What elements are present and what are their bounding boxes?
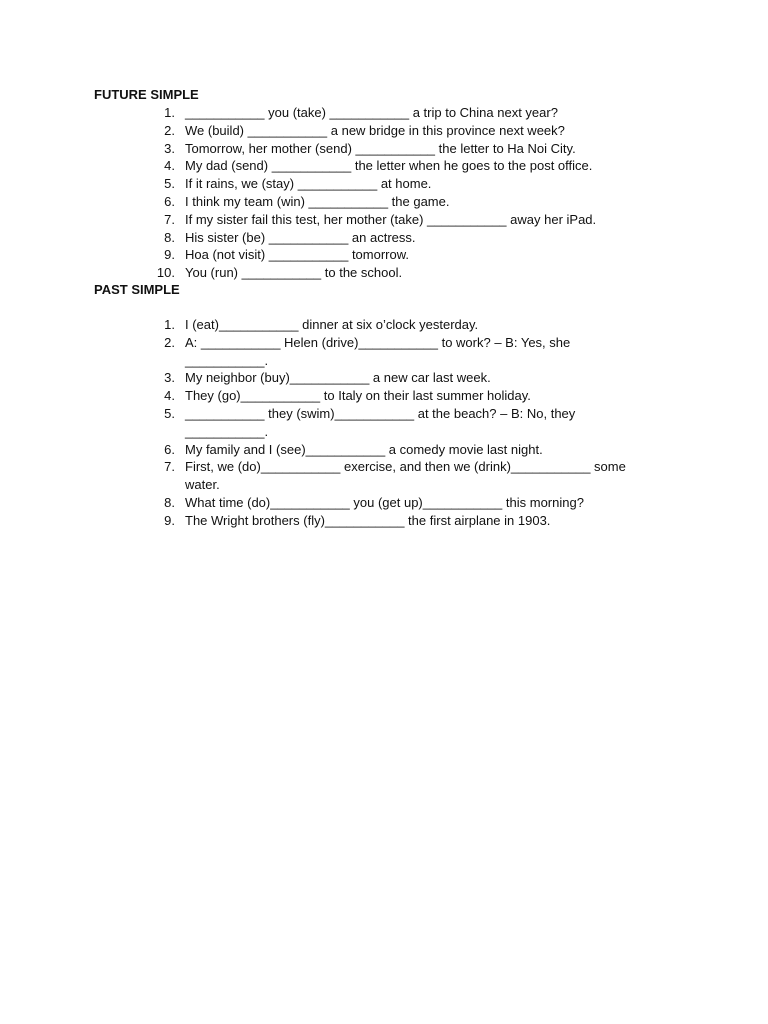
list-item	[0, 441, 768, 459]
past-simple-list	[0, 316, 768, 530]
item-text: ___________ you (take) ___________ a trip to China next year?	[185, 105, 558, 120]
item-text: His sister (be) ___________ an actress.	[185, 229, 416, 245]
item-number: 6.	[164, 441, 175, 457]
list-item	[0, 494, 768, 512]
item-number: 2.	[164, 122, 175, 138]
list-item	[0, 316, 768, 334]
list-item	[0, 387, 768, 405]
item-number: 3.	[164, 140, 175, 156]
list-item	[0, 458, 768, 494]
list-item	[0, 140, 768, 158]
item-text: They (go)___________ to Italy on their last summer holiday.	[185, 388, 531, 404]
item-text: What time (do)___________ you (get up)___________ this morning?	[185, 494, 584, 510]
item-text: If it rains, we (stay) ___________ at home.	[185, 176, 432, 192]
item-number: 9.	[164, 247, 175, 263]
item-text-line-2: water.	[185, 477, 220, 493]
list-item	[0, 246, 768, 264]
list-item	[0, 157, 768, 175]
list-item	[0, 405, 768, 441]
item-text-line-2: ___________.	[185, 352, 269, 368]
item-text: I (eat)___________ dinner at six o’clock yesterday.	[185, 317, 479, 332]
list-item	[0, 211, 768, 229]
item-text: The Wright brothers (fly)___________ the first airplane in 1903.	[185, 512, 551, 528]
item-text: We (build) ___________ a new bridge in this province next week?	[185, 122, 565, 138]
item-number: 3.	[164, 370, 175, 386]
item-number: 5.	[164, 405, 175, 421]
list-item	[0, 264, 768, 282]
item-text-line-1: A: ___________ Helen (drive)___________ to work? – B: Yes, she	[185, 334, 571, 350]
item-number: 4.	[164, 388, 175, 404]
item-number: 8.	[164, 494, 175, 510]
section-title-past-simple: PAST SIMPLE	[94, 282, 180, 297]
item-number: 1.	[164, 105, 175, 120]
item-number: 2.	[164, 334, 175, 350]
item-text: If my sister fail this test, her mother (take) ___________ away her iPad.	[185, 211, 597, 227]
item-text: My dad (send) ___________ the letter when he goes to the post office.	[185, 158, 593, 174]
item-number: 7.	[164, 211, 175, 227]
item-number: 9.	[164, 512, 175, 528]
item-text: Hoa (not visit) ___________ tomorrow.	[185, 247, 410, 263]
item-text-line-1: First, we (do)___________ exercise, and then we (drink)___________ some	[185, 459, 626, 475]
item-text: I think my team (win) ___________ the game.	[185, 193, 450, 209]
item-text-line-2: ___________.	[185, 423, 269, 439]
list-item	[0, 229, 768, 247]
item-number: 1.	[164, 317, 175, 332]
item-number: 4.	[164, 158, 175, 174]
list-item	[0, 334, 768, 370]
list-item	[0, 175, 768, 193]
item-text: You (run) ___________ to the school.	[185, 265, 403, 281]
list-item	[0, 193, 768, 211]
list-item	[0, 512, 768, 530]
item-text: Tomorrow, her mother (send) ___________ the letter to Ha Noi City.	[185, 140, 576, 156]
item-text: My neighbor (buy)___________ a new car last week.	[185, 370, 491, 386]
section-title-future-simple: FUTURE SIMPLE	[94, 87, 199, 102]
item-number: 8.	[164, 229, 175, 245]
list-item	[0, 104, 768, 122]
item-number: 7.	[164, 459, 175, 475]
item-text-line-1: ___________ they (swim)___________ at the beach? – B: No, they	[185, 405, 576, 421]
item-number: 6.	[164, 193, 175, 209]
item-number: 10.	[156, 265, 175, 281]
list-item	[0, 122, 768, 140]
item-text: My family and I (see)___________ a comedy movie last night.	[185, 441, 543, 457]
list-item	[0, 369, 768, 387]
item-number: 5.	[164, 176, 175, 192]
future-simple-list	[0, 104, 768, 282]
